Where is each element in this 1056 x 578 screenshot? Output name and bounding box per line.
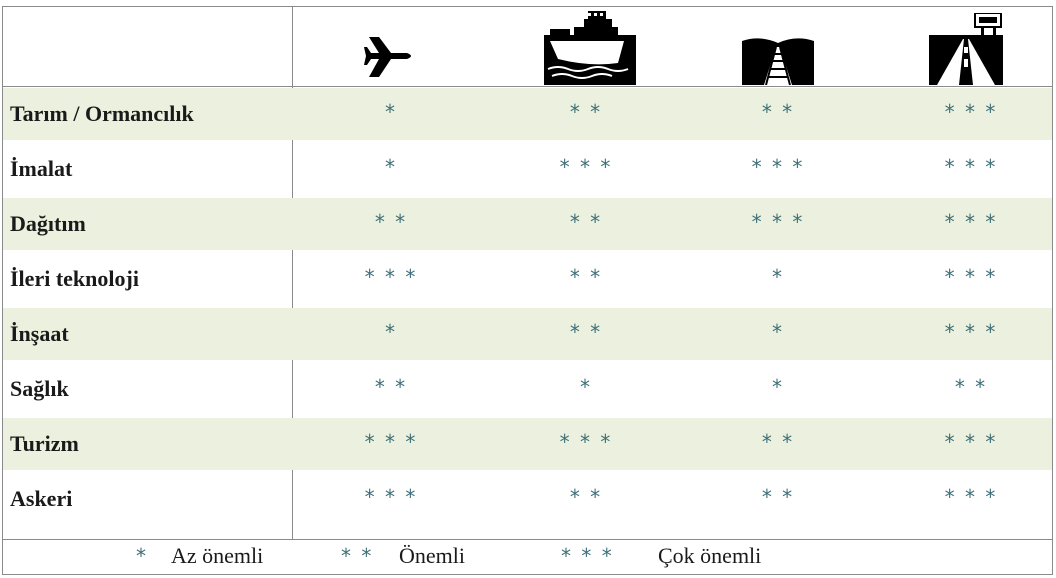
table-row <box>3 143 1052 195</box>
rating-rail: * <box>772 265 784 289</box>
row-label: Sağlık <box>10 376 69 401</box>
rating-sea: * <box>580 375 592 399</box>
rating-road: * * * <box>944 265 998 289</box>
rating-road: * * * <box>944 210 998 234</box>
table-row <box>3 418 1052 470</box>
table-row <box>3 363 1052 415</box>
rating-sea: * * <box>569 210 603 234</box>
rating-sea: * * <box>569 320 603 344</box>
legend-low-label: Az önemli <box>171 543 264 568</box>
road-icon <box>901 7 1031 87</box>
transport-importance-table <box>2 6 1053 575</box>
row-label: İnşaat <box>10 321 69 346</box>
rating-rail: * * * <box>751 210 805 234</box>
table-row <box>3 198 1052 250</box>
rating-sea: * * * <box>559 155 613 179</box>
row-label: Dağıtım <box>10 211 86 236</box>
rating-rail: * <box>772 320 784 344</box>
legend-low-symbol: * <box>136 544 148 568</box>
rating-air: * * * <box>364 430 418 454</box>
rating-air: * * <box>374 210 408 234</box>
rating-air: * <box>385 100 397 124</box>
rating-sea: * * <box>569 100 603 124</box>
rating-air: * * * <box>364 265 418 289</box>
rating-rail: * * <box>761 485 795 509</box>
row-label: Turizm <box>10 431 79 456</box>
rating-road: * * * <box>944 155 998 179</box>
rating-rail: * <box>772 375 784 399</box>
rating-road: * * <box>954 375 988 399</box>
legend <box>3 539 1052 576</box>
rating-air: * * * <box>364 485 418 509</box>
rating-air: * <box>385 155 397 179</box>
row-label: İmalat <box>10 156 73 181</box>
rating-sea: * * <box>569 265 603 289</box>
table-row <box>3 88 1052 140</box>
row-label: İleri teknoloji <box>10 266 139 291</box>
rating-rail: * * <box>761 430 795 454</box>
legend-high-label: Çok önemli <box>658 543 762 568</box>
rating-road: * * * <box>944 100 998 124</box>
legend-high-symbol: * * * <box>561 544 614 568</box>
rating-road: * * * <box>944 485 998 509</box>
legend-mid-label: Önemli <box>399 543 465 568</box>
table-row <box>3 308 1052 360</box>
row-label: Tarım / Ormancılık <box>10 101 194 126</box>
rating-air: * <box>385 320 397 344</box>
airplane-icon <box>324 7 454 87</box>
rating-road: * * * <box>944 430 998 454</box>
rating-rail: * * <box>761 100 795 124</box>
table-row <box>3 473 1052 525</box>
railway-icon <box>713 7 843 87</box>
ship-icon <box>525 7 655 87</box>
rating-road: * * * <box>944 320 998 344</box>
legend-mid-symbol: * * <box>341 544 374 568</box>
rating-sea: * * <box>569 485 603 509</box>
rating-air: * * <box>374 375 408 399</box>
table-header <box>3 7 1052 87</box>
rating-rail: * * * <box>751 155 805 179</box>
table-row <box>3 253 1052 305</box>
rating-sea: * * * <box>559 430 613 454</box>
row-label: Askeri <box>10 486 73 511</box>
